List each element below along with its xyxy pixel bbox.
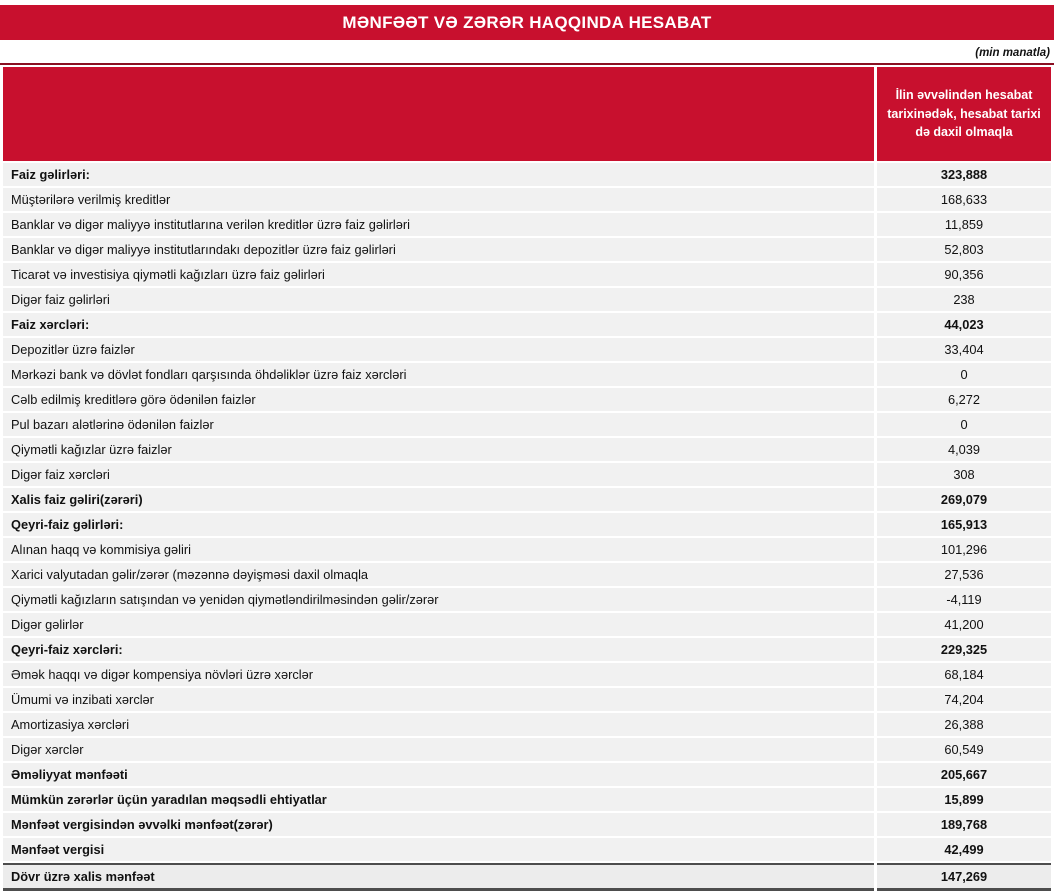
row-value: 15,899	[877, 788, 1051, 811]
row-value: 168,633	[877, 188, 1051, 211]
table-row	[3, 813, 1051, 836]
table-row	[3, 688, 1051, 711]
row-label: Ticarət və investisiya qiymətli kağızları üzrə faiz gəlirləri	[3, 263, 874, 286]
table-row	[3, 388, 1051, 411]
table-row	[3, 313, 1051, 336]
row-label: Qiymətli kağızlar üzrə faizlər	[3, 438, 874, 461]
row-value: 269,079	[877, 488, 1051, 511]
row-value: -4,119	[877, 588, 1051, 611]
row-value: 41,200	[877, 613, 1051, 636]
row-label: Banklar və digər maliyyə institutlarındakı depozitlər üzrə faiz gəlirləri	[3, 238, 874, 261]
row-value: 74,204	[877, 688, 1051, 711]
table-row	[3, 713, 1051, 736]
unit-note-text: (min manatla)	[975, 47, 1050, 59]
row-label: Əməliyyat mənfəəti	[3, 763, 874, 786]
row-value: 42,499	[877, 838, 1051, 861]
row-label: Digər gəlirlər	[3, 613, 874, 636]
row-value: 205,667	[877, 763, 1051, 786]
table-row	[3, 663, 1051, 686]
table-row	[3, 588, 1051, 611]
table-row	[3, 613, 1051, 636]
table-row	[3, 338, 1051, 361]
row-label: Qeyri-faiz xərcləri:	[3, 638, 874, 661]
table-header	[3, 67, 1051, 161]
row-value: 90,356	[877, 263, 1051, 286]
row-label: Amortizasiya xərcləri	[3, 713, 874, 736]
table-row	[3, 763, 1051, 786]
row-value: 101,296	[877, 538, 1051, 561]
header-row	[3, 67, 1051, 161]
row-label: Qeyri-faiz gəlirləri:	[3, 513, 874, 536]
row-label: Mümkün zərərlər üçün yaradılan məqsədli ehtiyatlar	[3, 788, 874, 811]
row-value: 60,549	[877, 738, 1051, 761]
table-row	[3, 788, 1051, 811]
table-row	[3, 438, 1051, 461]
table-row	[3, 163, 1051, 186]
row-label: Alınan haqq və kommisiya gəliri	[3, 538, 874, 561]
table-row	[3, 188, 1051, 211]
row-label: Digər faiz gəlirləri	[3, 288, 874, 311]
row-label: Digər xərclər	[3, 738, 874, 761]
row-value: 238	[877, 288, 1051, 311]
row-value: 147,269	[877, 863, 1051, 891]
row-value: 229,325	[877, 638, 1051, 661]
report-title-bar	[0, 5, 1054, 40]
row-value: 4,039	[877, 438, 1051, 461]
report-table-body	[3, 163, 1051, 891]
table-row	[3, 288, 1051, 311]
table-row	[3, 463, 1051, 486]
row-label: Faiz gəlirləri:	[3, 163, 874, 186]
table-row	[3, 638, 1051, 661]
row-label: Pul bazarı alətlərinə ödənilən faizlər	[3, 413, 874, 436]
table-row	[3, 863, 1051, 891]
table-row	[3, 838, 1051, 861]
row-label: Faiz xərcləri:	[3, 313, 874, 336]
row-label: Müştərilərə verilmiş kreditlər	[3, 188, 874, 211]
row-label: Xalis faiz gəliri(zərəri)	[3, 488, 874, 511]
row-value: 323,888	[877, 163, 1051, 186]
profit-loss-table	[0, 65, 1054, 893]
row-label: Qiymətli kağızların satışından və yenidən qiymətləndirilməsindən gəlir/zərər	[3, 588, 874, 611]
row-value: 52,803	[877, 238, 1051, 261]
row-value: 44,023	[877, 313, 1051, 336]
row-value: 0	[877, 363, 1051, 386]
table-row	[3, 738, 1051, 761]
table-row	[3, 538, 1051, 561]
row-value: 0	[877, 413, 1051, 436]
table-row	[3, 488, 1051, 511]
row-label: Mənfəət vergisindən əvvəlki mənfəət(zərər)	[3, 813, 874, 836]
row-label: Mənfəət vergisi	[3, 838, 874, 861]
row-value: 11,859	[877, 213, 1051, 236]
row-label: Xarici valyutadan gəlir/zərər (məzənnə dəyişməsi daxil olmaqla	[3, 563, 874, 586]
row-value: 6,272	[877, 388, 1051, 411]
row-label: Digər faiz xərcləri	[3, 463, 874, 486]
header-empty-cell	[3, 67, 874, 161]
table-row	[3, 213, 1051, 236]
table-row	[3, 413, 1051, 436]
row-label: Banklar və digər maliyyə institutlarına verilən kreditlər üzrə faiz gəlirləri	[3, 213, 874, 236]
row-label: Mərkəzi bank və dövlət fondları qarşısında öhdəliklər üzrə faiz xərcləri	[3, 363, 874, 386]
table-row	[3, 513, 1051, 536]
row-value: 26,388	[877, 713, 1051, 736]
report-title: MƏNFƏƏT VƏ ZƏRƏR HAQQINDA HESABAT	[342, 13, 712, 32]
row-label: Ümumi və inzibati xərclər	[3, 688, 874, 711]
row-value: 27,536	[877, 563, 1051, 586]
row-value: 33,404	[877, 338, 1051, 361]
table-row	[3, 363, 1051, 386]
row-value: 189,768	[877, 813, 1051, 836]
table-row	[3, 563, 1051, 586]
row-label: Dövr üzrə xalis mənfəət	[3, 863, 874, 891]
row-label: Depozitlər üzrə faizlər	[3, 338, 874, 361]
value-column-header: İlin əvvəlindən hesabat tarixinədək, hesabat tarixi də daxil olmaqla	[877, 67, 1051, 161]
table-row	[3, 238, 1051, 261]
row-value: 165,913	[877, 513, 1051, 536]
row-label: Əmək haqqı və digər kompensiya növləri üzrə xərclər	[3, 663, 874, 686]
table-row	[3, 263, 1051, 286]
row-value: 308	[877, 463, 1051, 486]
row-label: Cəlb edilmiş kreditlərə görə ödənilən faizlər	[3, 388, 874, 411]
row-value: 68,184	[877, 663, 1051, 686]
unit-note	[0, 40, 1054, 65]
